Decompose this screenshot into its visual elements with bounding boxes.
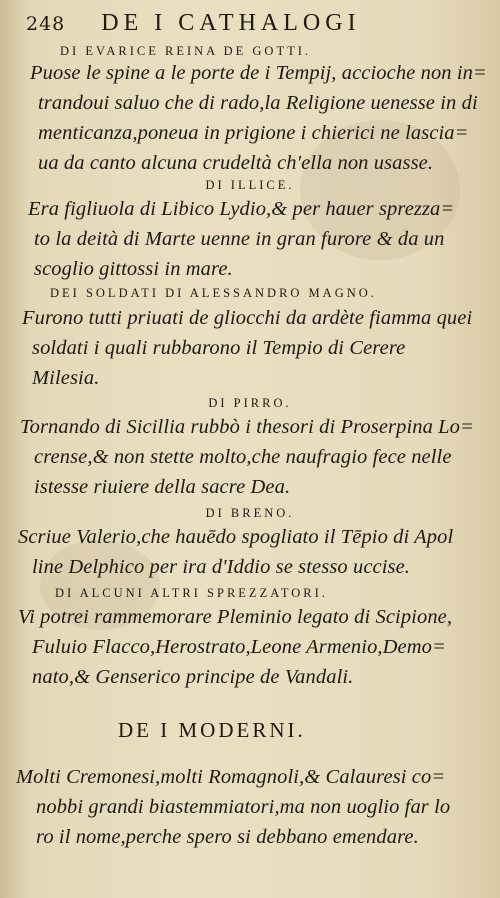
section-heading: DI ALCUNI ALTRI SPREZZATORI. [55, 586, 328, 600]
text-line: Milesia. [32, 367, 100, 389]
page-header [26, 10, 480, 44]
section-moderni-body [16, 762, 500, 852]
text-line: crense,& non stette molto,che naufragio fece nelle [34, 446, 452, 468]
text-line: Vi potrei rammemorare Pleminio legato di Scipione, [18, 606, 453, 628]
text-line: line Delphico per ira d'Iddio se stesso uccise. [32, 556, 411, 578]
text-line: Puose le spine a le porte de i Tempij, accioche non in= [30, 62, 487, 84]
text-line: Molti Cremonesi,molti Romagnoli,& Calauresi co= [16, 766, 446, 788]
section-breno-body [18, 522, 500, 582]
text-line: Scriue Valerio,che hauēdo spogliato il Tēpio di Apol [18, 526, 454, 548]
text-line: scoglio gittossi in mare. [34, 258, 233, 280]
text-line: ua da canto alcuna crudeltà ch'ella non usasse. [38, 152, 434, 174]
section-heading: DEI SOLDATI DI ALESSANDRO MAGNO. [50, 286, 377, 300]
text-line: istesse riuiere della sacre Dea. [34, 476, 291, 498]
section-moderni [118, 718, 500, 743]
text-line: Furono tutti priuati de gliocchi da ardète fiamma quei [22, 307, 473, 329]
text-line: Tornando di Sicillia rubbò i thesori di Proserpina Lo= [20, 416, 474, 438]
section-illice-body [28, 194, 500, 284]
section-evarice-body [30, 58, 500, 178]
section-heading: DI EVARICE REINA DE GOTTI. [60, 44, 312, 58]
section-sprezzatori-body [18, 602, 500, 692]
section-pirro-body [20, 412, 500, 502]
section-heading: DI ILLICE. [205, 178, 295, 192]
text-line: nobbi grandi biastemmiatori,ma non uoglio far lo [36, 796, 451, 818]
text-line: soldati i quali rubbarono il Tempio di Cerere [32, 337, 406, 359]
text-line: to la deità di Marte uenne in gran furore & da un [34, 228, 445, 250]
section-soldati-body [22, 303, 500, 393]
section-heading: DE I MODERNI. [118, 718, 306, 742]
running-head: DE I CATHALOGI [101, 10, 361, 36]
section-evarice [0, 44, 500, 59]
section-sprezzatori [0, 586, 500, 601]
text-line: ro il nome,perche spero si debbano emendare. [36, 826, 419, 848]
text-line: Era figliuola di Libico Lydio,& per hauer sprezza= [28, 198, 455, 220]
text-line: Fuluio Flacco,Herostrato,Leone Armenio,Demo= [32, 636, 446, 658]
section-illice [0, 178, 500, 193]
page-number: 248 [26, 13, 66, 35]
section-heading: DI PIRRO. [208, 396, 292, 410]
section-breno [0, 506, 500, 521]
text-line: nato,& Genserico principe de Vandali. [32, 666, 354, 688]
section-pirro [0, 396, 500, 411]
section-heading: DI BRENO. [205, 506, 295, 520]
text-line: trandoui saluo che di rado,la Religione uenesse in di [38, 92, 478, 114]
section-soldati [0, 286, 500, 301]
text-line: menticanza,poneua in prigione i chierici ne lascia= [38, 122, 469, 144]
